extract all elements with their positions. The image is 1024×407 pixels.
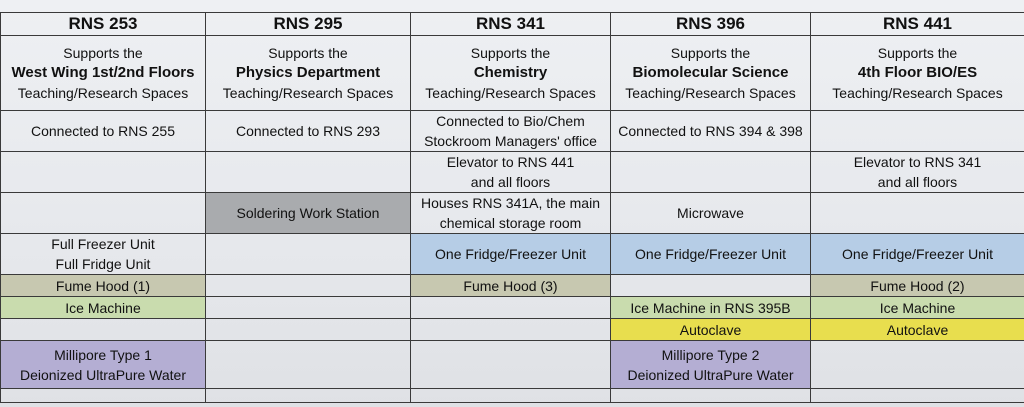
fume-hood-row xyxy=(1,275,1024,297)
header-rns-441: RNS 441 xyxy=(811,13,1024,36)
ice-machine-cell-295 xyxy=(206,297,411,319)
elevator-line-2: and all floors xyxy=(877,174,958,190)
header-rns-396: RNS 396 xyxy=(611,13,811,36)
trailing-cell xyxy=(811,389,1024,403)
supports-suffix: Teaching/Research Spaces xyxy=(17,85,189,101)
fume-hood-cell-396 xyxy=(611,275,811,297)
elevator-line-1: Elevator to RNS 341 xyxy=(853,154,982,170)
supports-name: West Wing 1st/2nd Floors xyxy=(11,64,195,81)
supports-prefix: Supports the xyxy=(670,45,751,61)
facilities-row xyxy=(1,193,1024,234)
supports-name: Biomolecular Science xyxy=(632,64,789,81)
supports-prefix: Supports the xyxy=(877,45,958,61)
storage-line-1: Houses RNS 341A, the main xyxy=(421,195,600,211)
supports-row xyxy=(1,36,1024,111)
ice-machine-cell-341 xyxy=(411,297,611,319)
supports-suffix: Teaching/Research Spaces xyxy=(425,85,596,101)
trailing-cell xyxy=(411,389,611,403)
supports-suffix: Teaching/Research Spaces xyxy=(222,85,394,101)
fridge-cell-396: One Fridge/Freezer Unit xyxy=(611,234,811,275)
ice-machine-cell-441: Ice Machine xyxy=(811,297,1024,319)
fume-hood-cell-441: Fume Hood (2) xyxy=(811,275,1024,297)
supports-prefix: Supports the xyxy=(268,45,348,61)
water-cell-295 xyxy=(206,341,411,389)
water-cell-396 xyxy=(611,341,811,389)
autoclave-row xyxy=(1,319,1024,341)
supports-cell-396 xyxy=(611,36,811,111)
elevator-cell-253 xyxy=(1,152,206,193)
fridge-cell-341: One Fridge/Freezer Unit xyxy=(411,234,611,275)
autoclave-cell-396: Autoclave xyxy=(611,319,811,341)
supports-name: Chemistry xyxy=(473,64,548,81)
elevator-cell-441 xyxy=(811,152,1024,193)
connected-line-2: Stockroom Managers' office xyxy=(424,133,597,149)
water-type-label: Millipore Type 1 xyxy=(54,346,152,363)
room-resources-table xyxy=(0,12,1024,403)
microwave-cell: Microwave xyxy=(611,193,811,234)
elevator-line-1: Elevator to RNS 441 xyxy=(446,154,575,170)
header-rns-253: RNS 253 xyxy=(1,13,206,36)
connected-cell-441 xyxy=(811,111,1024,152)
connected-cell-396: Connected to RNS 394 & 398 xyxy=(611,111,811,152)
autoclave-cell-441: Autoclave xyxy=(811,319,1024,341)
ice-machine-cell-253: Ice Machine xyxy=(1,297,206,319)
facilities-cell-253 xyxy=(1,193,206,234)
trailing-cell xyxy=(1,389,206,403)
trailing-row xyxy=(1,389,1024,403)
storage-room-cell xyxy=(411,193,611,234)
fridge-unit-label: Full Fridge Unit xyxy=(55,256,151,272)
supports-prefix: Supports the xyxy=(470,45,551,61)
autoclave-cell-341 xyxy=(411,319,611,341)
fridge-cell-295 xyxy=(206,234,411,275)
ice-machine-cell-396: Ice Machine in RNS 395B xyxy=(611,297,811,319)
header-rns-341: RNS 341 xyxy=(411,13,611,36)
elevator-line-2: and all floors xyxy=(470,174,551,190)
storage-line-2: chemical storage room xyxy=(439,215,582,231)
autoclave-cell-295 xyxy=(206,319,411,341)
water-cell-253 xyxy=(1,341,206,389)
water-row xyxy=(1,341,1024,389)
autoclave-cell-253 xyxy=(1,319,206,341)
fume-hood-cell-253: Fume Hood (1) xyxy=(1,275,206,297)
fridge-row xyxy=(1,234,1024,275)
water-type-label: Millipore Type 2 xyxy=(661,346,760,363)
water-desc-label: Deionized UltraPure Water xyxy=(20,366,186,383)
elevator-cell-396 xyxy=(611,152,811,193)
supports-suffix: Teaching/Research Spaces xyxy=(832,85,1003,101)
supports-name: 4th Floor BIO/ES xyxy=(857,64,978,81)
supports-cell-295 xyxy=(206,36,411,111)
water-desc-label: Deionized UltraPure Water xyxy=(627,366,794,383)
water-cell-441 xyxy=(811,341,1024,389)
header-row xyxy=(1,13,1024,36)
supports-cell-253 xyxy=(1,36,206,111)
supports-suffix: Teaching/Research Spaces xyxy=(625,85,796,101)
supports-name: Physics Department xyxy=(235,64,381,81)
supports-prefix: Supports the xyxy=(63,45,143,61)
fume-hood-cell-295 xyxy=(206,275,411,297)
fridge-cell-441: One Fridge/Freezer Unit xyxy=(811,234,1024,275)
supports-cell-441 xyxy=(811,36,1024,111)
elevator-cell-295 xyxy=(206,152,411,193)
soldering-station-cell: Soldering Work Station xyxy=(206,193,411,234)
ice-machine-row xyxy=(1,297,1024,319)
fridge-cell-253 xyxy=(1,234,206,275)
fume-hood-cell-341: Fume Hood (3) xyxy=(411,275,611,297)
trailing-cell xyxy=(206,389,411,403)
facilities-cell-441 xyxy=(811,193,1024,234)
trailing-cell xyxy=(611,389,811,403)
connected-cell-295: Connected to RNS 293 xyxy=(206,111,411,152)
supports-cell-341 xyxy=(411,36,611,111)
connected-cell-341 xyxy=(411,111,611,152)
connected-cell-253: Connected to RNS 255 xyxy=(1,111,206,152)
connected-row xyxy=(1,111,1024,152)
water-cell-341 xyxy=(411,341,611,389)
header-rns-295: RNS 295 xyxy=(206,13,411,36)
freezer-unit-label: Full Freezer Unit xyxy=(51,236,155,252)
elevator-cell-341 xyxy=(411,152,611,193)
elevator-row xyxy=(1,152,1024,193)
connected-line-1: Connected to Bio/Chem xyxy=(436,113,585,129)
